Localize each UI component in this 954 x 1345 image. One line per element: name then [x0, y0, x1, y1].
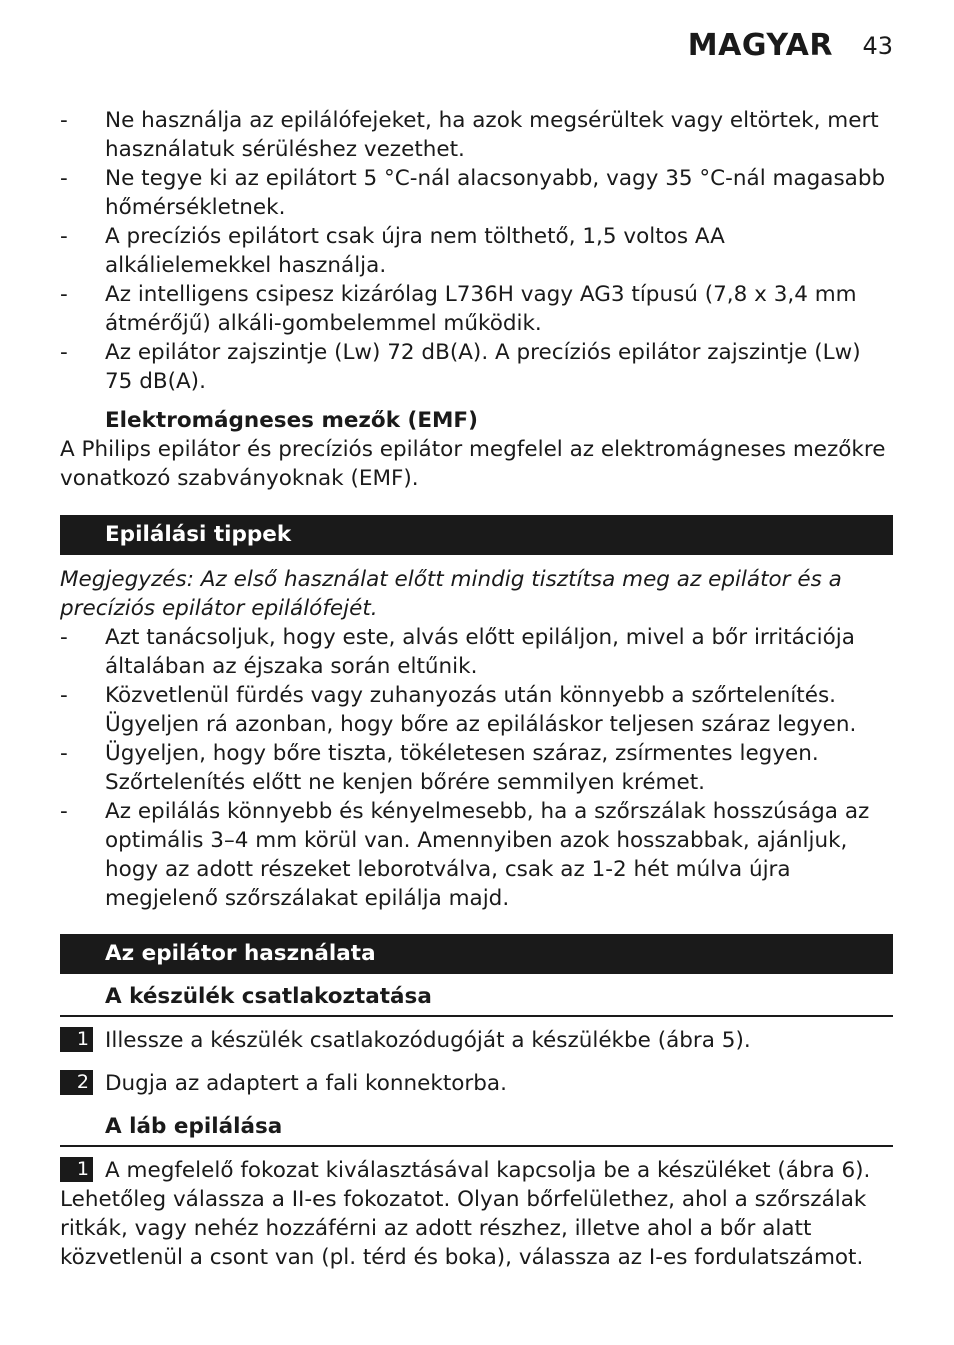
step-text: Dugja az adaptert a fali konnektorba.	[105, 1071, 507, 1096]
list-item: - Ne tegye ki az epilátort 5 °C-nál alacsonyabb, vagy 35 °C-nál magasabb hőmérsékletnek.	[60, 164, 893, 222]
list-item: - Ügyeljen, hogy bőre tiszta, tökéletesen száraz, zsírmentes legyen. Szőrtelenítés előtt ne kenjen bőrére semmilyen krémet.	[60, 739, 893, 797]
warnings-list	[60, 106, 893, 396]
language-label: MAGYAR	[687, 28, 833, 63]
connect-heading: A készülék csatlakoztatása	[105, 984, 432, 1009]
list-item: - Ne használja az epilálófejeket, ha azok megsérültek vagy eltörtek, mert használatuk sérüléshez vezethet.	[60, 106, 893, 164]
connect-step-2	[60, 1069, 893, 1098]
list-item: - Közvetlenül fürdés vagy zuhanyozás után könnyebb a szőrtelenítés. Ügyeljen rá azonban, hogy bőre az epiláláskor teljesen száraz legyen.	[60, 681, 893, 739]
legs-step-1	[60, 1156, 893, 1185]
usage-section-bar: Az epilátor használata	[60, 934, 893, 974]
tips-section-bar: Epilálási tippek	[60, 515, 893, 555]
list-item: - A precíziós epilátort csak újra nem tölthető, 1,5 voltos AA alkálielemekkel használja.	[60, 222, 893, 280]
step-number: 1	[60, 1027, 93, 1052]
emf-heading: Elektromágneses mezők (EMF)	[105, 408, 478, 433]
list-item: - Az epilátor zajszintje (Lw) 72 dB(A). A precíziós epilátor zajszintje (Lw) 75 dB(A).	[60, 338, 893, 396]
step-text: Illessze a készülék csatlakozódugóját a készülékbe (ábra 5).	[105, 1028, 751, 1053]
step-number: 1	[60, 1157, 93, 1182]
step-text: A megfelelő fokozat kiválasztásával kapcsolja be a készüléket (ábra 6).	[105, 1158, 871, 1183]
legs-heading: A láb epilálása	[105, 1114, 283, 1139]
tips-note: Megjegyzés: Az első használat előtt mindig tisztítsa meg az epilátor és a precíziós epilátor epilálófejét.	[60, 567, 842, 621]
tips-list	[60, 623, 893, 913]
list-item: - Azt tanácsoljuk, hogy este, alvás előtt epiláljon, mivel a bőr irritációja általában az éjszaka során eltűnik.	[60, 623, 893, 681]
step-number: 2	[60, 1070, 93, 1095]
page-header	[60, 26, 893, 66]
page-number: 43	[862, 32, 893, 60]
connect-step-1	[60, 1026, 893, 1055]
emf-text: A Philips epilátor és precíziós epilátor megfelel az elektromágneses mezőkre vonatkozó szabványoknak (EMF).	[60, 437, 886, 491]
divider	[60, 1145, 893, 1147]
list-item: - Az epilálás könnyebb és kényelmesebb, ha a szőrszálak hosszúsága az optimális 3–4 mm körül van. Amennyiben azok hosszabbak, ajánljuk, hogy az adott részeket leborotválva, csak az 1-2 hét múlva újra megjelenő szőrszálakat epilálja majd.	[60, 797, 893, 913]
legs-text: Lehetőleg válassza a II-es fokozatot. Olyan bőrfelülethez, ahol a szőrszálak ritkák, vagy nehéz hozzáférni az adott részhez, illetve ahol a bőr alatt közvetlenül a csont van (pl. térd és boka), válassza az I-es fordulatszámot.	[60, 1187, 867, 1270]
divider	[60, 1015, 893, 1017]
list-item: - Az intelligens csipesz kizárólag L736H vagy AG3 típusú (7,8 x 3,4 mm átmérőjű) alkáli-gombelemmel működik.	[60, 280, 893, 338]
page-content	[60, 106, 893, 1272]
